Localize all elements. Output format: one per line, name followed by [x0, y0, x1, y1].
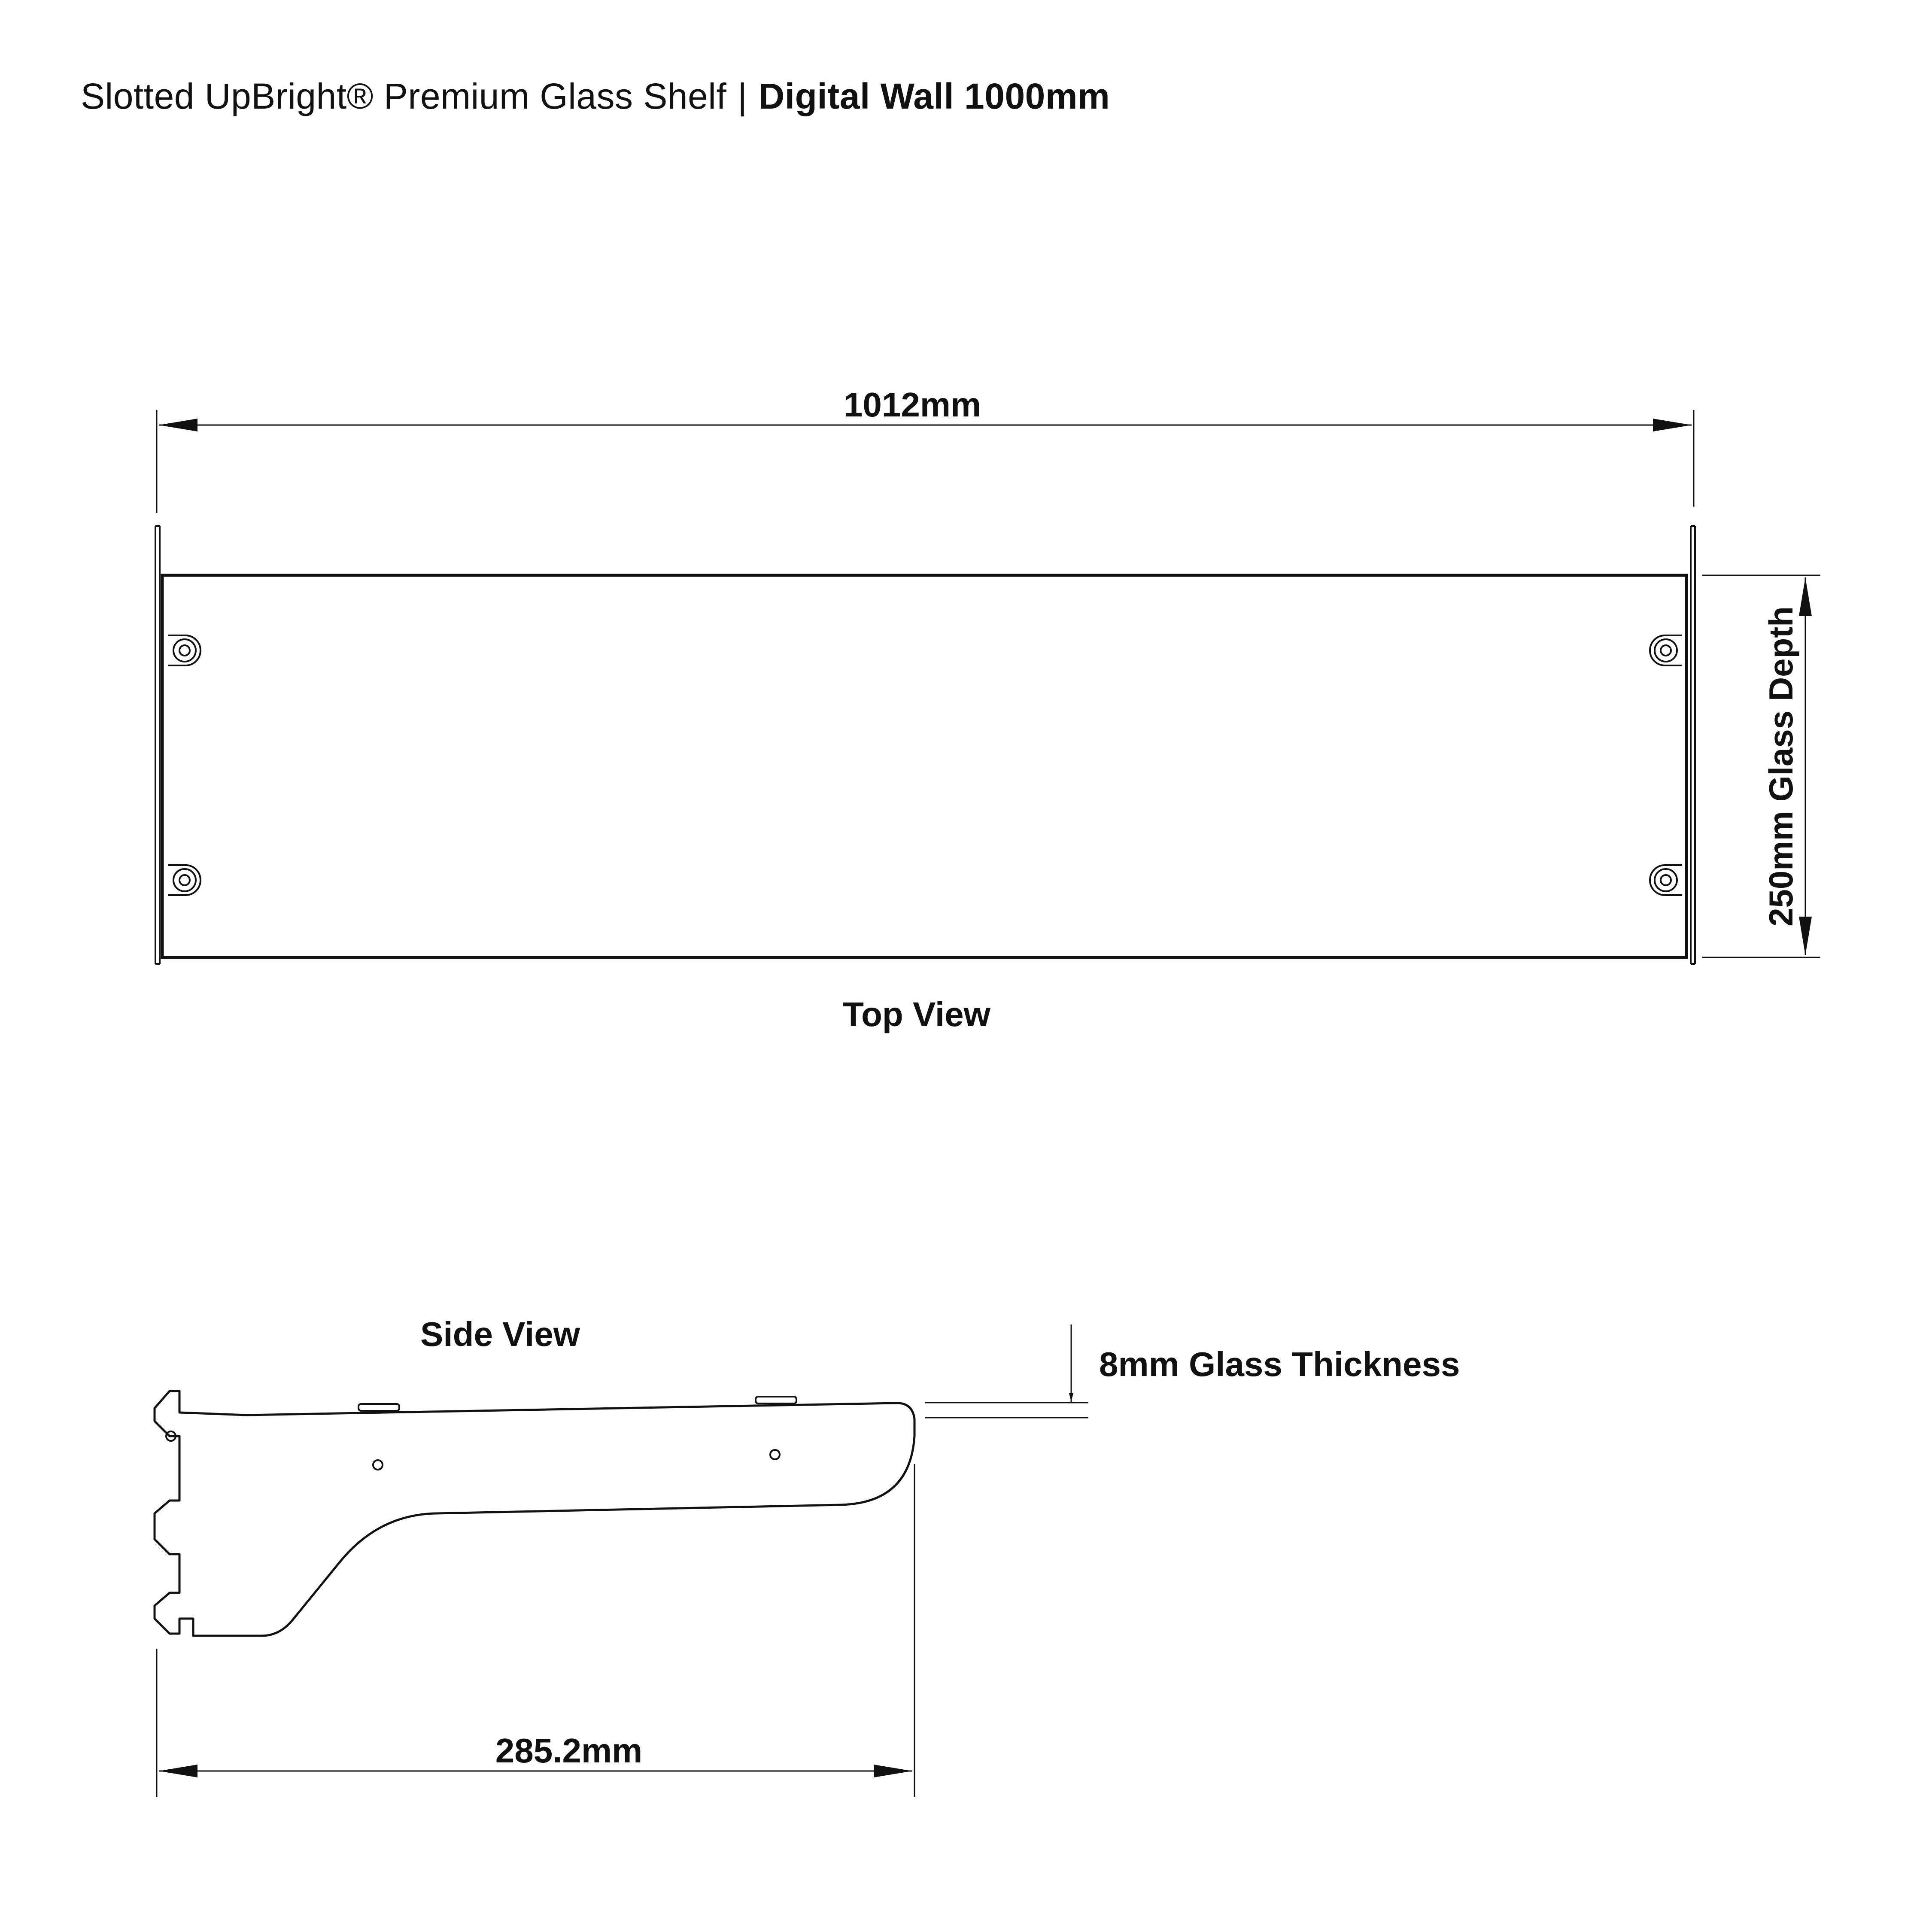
clamp-bottom-right [1650, 865, 1682, 895]
clamp-top-right [1650, 635, 1682, 665]
thickness-dimension [925, 1324, 1088, 1418]
bracket-hole-right [770, 1450, 780, 1459]
bracket-hole-left [373, 1460, 383, 1470]
thickness-dimension-label: 8mm Glass Thickness [1099, 1345, 1460, 1383]
bracket-profile [155, 1391, 914, 1636]
clamp-bottom-left [168, 865, 200, 895]
side-view-label: Side View [420, 1315, 580, 1353]
top-view [155, 410, 1820, 964]
right-bracket-top [1691, 526, 1695, 964]
title-variant: Digital Wall 1000mm [758, 76, 1110, 116]
side-view [155, 1324, 1088, 1797]
glass-clip-right [756, 1397, 796, 1403]
glass-panel-top [162, 575, 1686, 957]
depth-dimension [1702, 575, 1820, 957]
length-dimension-label: 285.2mm [495, 1732, 643, 1770]
title-separator: | [738, 76, 747, 116]
depth-dimension-label: 250mm Glass Depth [1762, 606, 1800, 927]
width-dimension-label: 1012mm [843, 386, 981, 424]
title-product: Slotted UpBright® Premium Glass Shelf [81, 76, 727, 116]
clamp-top-left [168, 635, 200, 665]
width-dimension [157, 410, 1694, 513]
top-view-label: Top View [843, 995, 990, 1033]
left-bracket-top [155, 526, 160, 964]
glass-clip-left [358, 1404, 399, 1411]
